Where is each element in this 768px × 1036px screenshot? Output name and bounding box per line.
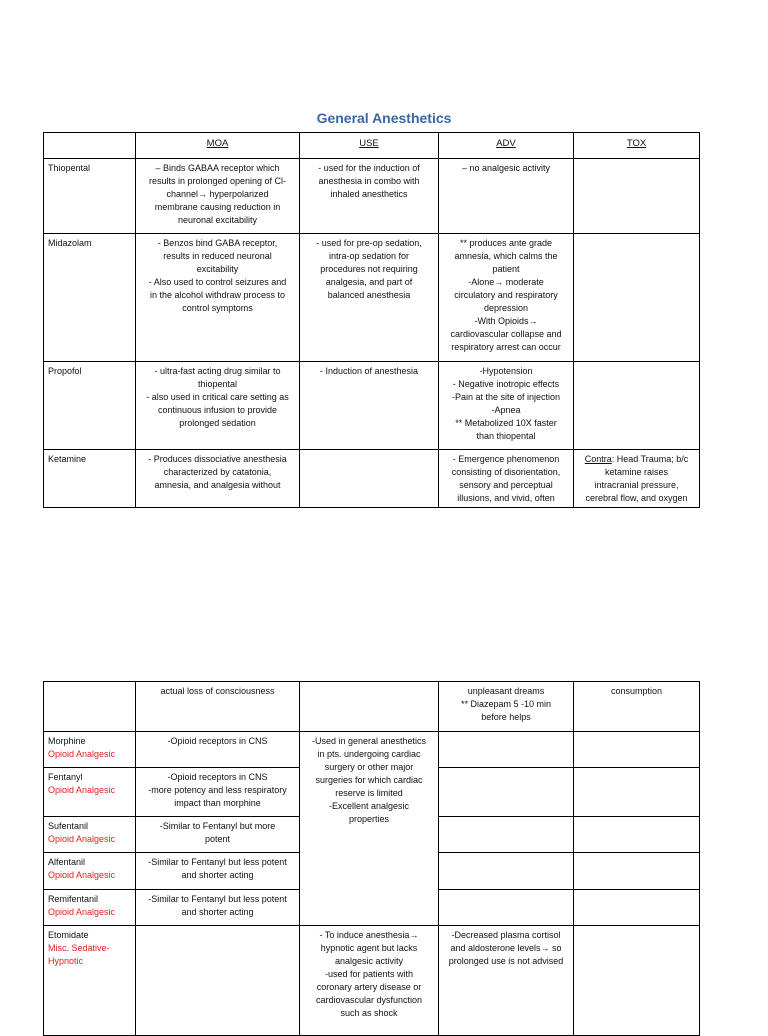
drug-name: Remifentanil <box>48 894 99 904</box>
use-cell: - To induce anesthesia→ hypnotic agent but lacks analgesic activity -used for patients with coronary artery disease or cardiovascular dysfunction such as shock <box>300 926 439 1036</box>
adv-cell: – no analgesic activity <box>439 159 574 234</box>
drug-name: Midazolam <box>44 234 136 362</box>
header-use: USE <box>300 133 439 159</box>
drug-name: Etomidate <box>48 930 89 940</box>
drug-name-cell <box>44 817 136 853</box>
moa-cell: -Similar to Fentanyl but less potent and shorter acting <box>136 890 300 926</box>
header-row <box>44 133 700 159</box>
tox-cell <box>574 926 700 1036</box>
drug-name-cell <box>44 768 136 817</box>
tox-cell <box>574 768 700 817</box>
moa-cell: -Opioid receptors in CNS <box>136 732 300 768</box>
table-row <box>44 234 700 362</box>
use-cell: - Induction of anesthesia <box>300 362 439 450</box>
table-row <box>44 450 700 508</box>
moa-cell: -Opioid receptors in CNS -more potency and less respiratory impact than morphine <box>136 768 300 817</box>
drug-class: Opioid Analgesic <box>48 785 116 795</box>
drug-name: Thiopental <box>44 159 136 234</box>
table-row <box>44 732 700 768</box>
drug-class: Opioid Analgesic <box>48 749 116 759</box>
page-title: General Anesthetics <box>316 110 452 126</box>
adv-cell <box>439 732 574 768</box>
moa-cell: actual loss of consciousness <box>136 682 300 732</box>
drug-name: Propofol <box>44 362 136 450</box>
drug-name: Ketamine <box>44 450 136 508</box>
moa-cell: – Binds GABAA receptor which results in prolonged opening of Cl- channel→ hyperpolarized membrane causing reduction in neuronal excitability <box>136 159 300 234</box>
tox-cell <box>574 817 700 853</box>
adv-cell: -Hypotension - Negative inotropic effects -Pain at the site of injection -Apnea ** Metabolized 10X faster than thiopental <box>439 362 574 450</box>
adv-cell: -Decreased plasma cortisol and aldosterone levels→ so prolonged use is not advised <box>439 926 574 1036</box>
adv-cell: ** produces ante grade amnesia, which calms the patient -Alone→ moderate circulatory and respiratory depression -With Opioids→ cardiovascular collapse and respiratory arrest can occur <box>439 234 574 362</box>
header-blank <box>44 133 136 159</box>
drug-class: Opioid Analgesic <box>48 834 116 844</box>
drug-name-cell <box>44 926 136 1036</box>
moa-cell: -Similar to Fentanyl but less potent and shorter acting <box>136 853 300 890</box>
drug-class: Misc. Sedative- Hypnotic <box>48 943 110 966</box>
table-row <box>44 926 700 1036</box>
tox-cell <box>574 450 700 508</box>
tox-cell <box>574 362 700 450</box>
table-row <box>44 362 700 450</box>
contra-label: Contra <box>584 454 612 464</box>
tox-cell <box>574 159 700 234</box>
header-moa: MOA <box>136 133 300 159</box>
use-cell <box>300 682 439 732</box>
tox-cell <box>574 234 700 362</box>
adv-cell: - Emergence phenomenon consisting of disorientation, sensory and perceptual illusions, and vivid, often <box>439 450 574 508</box>
moa-cell: - ultra-fast acting drug similar to thiopental - also used in critical care setting as continuous infusion to provide prolonged sedation <box>136 362 300 450</box>
header-tox: TOX <box>574 133 700 159</box>
tox-cell <box>574 890 700 926</box>
moa-cell: -Similar to Fentanyl but more potent <box>136 817 300 853</box>
drug-name: Morphine <box>48 736 86 746</box>
drug-name-cell <box>44 732 136 768</box>
adv-cell <box>439 817 574 853</box>
drug-name: Sufentanil <box>48 821 89 831</box>
drug-name-cell <box>44 890 136 926</box>
drug-name-cell <box>44 853 136 890</box>
anesthetics-table-bottom <box>43 681 700 1036</box>
use-cell <box>300 450 439 508</box>
tox-text: : Head Trauma; b/c ketamine raises intracranial pressure, cerebral flow, and oxygen <box>585 454 689 503</box>
adv-cell <box>439 853 574 890</box>
tox-cell <box>574 732 700 768</box>
header-adv: ADV <box>439 133 574 159</box>
table-row <box>44 682 700 732</box>
adv-cell <box>439 768 574 817</box>
drug-class: Opioid Analgesic <box>48 907 116 917</box>
drug-class: Opioid Analgesic <box>48 870 116 880</box>
drug-name: Alfentanil <box>48 857 86 867</box>
use-cell: - used for pre-op sedation, intra-op sedation for procedures not requiring analgesia, and part of balanced anesthesia <box>300 234 439 362</box>
moa-cell: - Benzos bind GABA receptor, results in reduced neuronal excitability - Also used to control seizures and in the alcohol withdraw process to control symptoms <box>136 234 300 362</box>
use-cell: - used for the induction of anesthesia in combo with inhaled anesthetics <box>300 159 439 234</box>
tox-cell: consumption <box>574 682 700 732</box>
moa-cell <box>136 926 300 1036</box>
use-cell: -Used in general anesthetics in pts. undergoing cardiac surgery or other major surgeries for which cardiac reserve is limited -Excellent analgesic properties <box>300 732 439 926</box>
anesthetics-table-top <box>43 132 700 508</box>
adv-cell: unpleasant dreams ** Diazepam 5 -10 min before helps <box>439 682 574 732</box>
drug-name: Fentanyl <box>48 772 83 782</box>
table-row <box>44 159 700 234</box>
adv-cell <box>439 890 574 926</box>
moa-cell: - Produces dissociative anesthesia characterized by catatonia, amnesia, and analgesia without <box>136 450 300 508</box>
drug-name <box>44 682 136 732</box>
tox-cell <box>574 853 700 890</box>
